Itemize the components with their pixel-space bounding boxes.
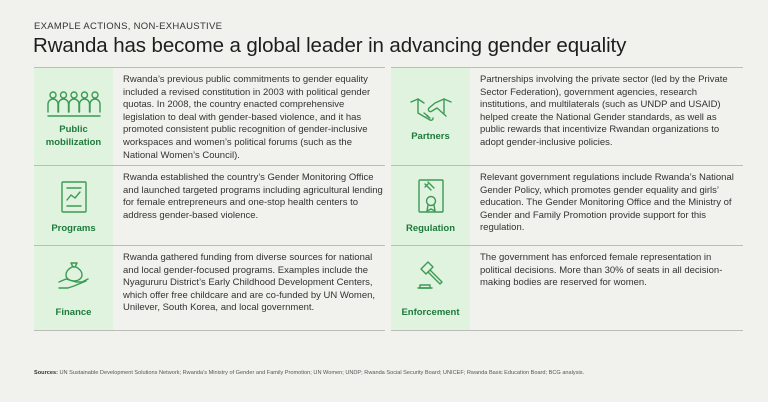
action-label-finance: Finance [55,307,92,318]
action-label-public-mobilization [34,124,113,149]
crowd-icon [47,90,101,118]
action-text-finance: Rwanda gathered funding from diverse sources for national and local gender-focused programs. Examples include the Nyagururu District’s Early Childhood Development Centers, which offer free childcare and are co-funded by UN Women, Unilever, South Korea, and local government. [123,252,376,314]
document-chart-icon [60,180,88,214]
action-text-public-mobilization: Rwanda’s previous public commitments to gender equality included a revised constitution in 2003 with political gender quotas. In 2008, the country enacted comprehensive legislation to deal with gender-based violence, and it has promoted consistent public recognition of gender-inclusive workspaces and women’s political forums (such as the National Women’s Council). [123,74,371,161]
action-label-regulation: Regulation [405,223,456,234]
certificate-icon [417,178,445,214]
action-label-public-mobilization-line1: Public [59,124,88,135]
action-text-programs: Rwanda established the country’s Gender Monitoring Office and launched targeted programs including agricultural lending for female entrepreneurs and one-stop health centers to address gender-based violence. [123,172,383,221]
action-row-regulation [391,165,743,246]
action-row-partners [391,67,743,166]
action-row-finance [34,245,385,331]
action-label-enforcement: Enforcement [401,307,460,318]
action-row-enforcement [391,245,743,331]
sources-text: UN Sustainable Development Solutions Network; Rwanda’s Ministry of Gender and Family Promotion; UN Women; UNDP; Rwanda Social Security Board; UNICEF; Rwanda Basic Education Board; BCG analysis. [59,370,585,376]
action-tile-public-mobilization [34,68,113,166]
action-tile-enforcement [391,246,470,330]
sources-label: Sources: [34,370,58,376]
action-tile-partners [391,68,470,166]
action-row-programs [34,165,385,246]
action-tile-regulation [391,166,470,246]
action-label-programs: Programs [51,223,96,234]
action-label-public-mobilization-line2: mobilization [45,136,102,148]
action-tile-programs [34,166,113,246]
action-text-regulation: Relevant government regulations include Rwanda’s National Gender Policy, which promotes gender equality and girls’ education. The Gender Monitoring Office and the Ministry of Gender and Family Promotion provide support for this regulation. [480,172,734,234]
action-row-public-mobilization [34,67,385,166]
money-bag-hand-icon [57,260,91,290]
sources-footnote [34,370,584,376]
handshake-icon [410,96,452,122]
action-label-partners: Partners [411,131,450,142]
action-tile-finance [34,246,113,330]
action-text-partners: Partnerships involving the private sector (led by the Private Sector Federation), government agencies, research institutions, and multilaterals (such as UNDP and USAID) helped create the National Gender standards, as well as public rewards that incentivize Rwandan organizations to adopt gender-inclusive policies. [480,74,728,148]
gavel-icon [415,261,447,291]
eyebrow: EXAMPLE ACTIONS, NON-EXHAUSTIVE [34,21,223,32]
action-text-enforcement: The government has enforced female representation in political decisions. More than 30% of seats in all decision-making bodies are reserved for women. [480,252,723,289]
page-title: Rwanda has become a global leader in advancing gender equality [33,34,627,57]
